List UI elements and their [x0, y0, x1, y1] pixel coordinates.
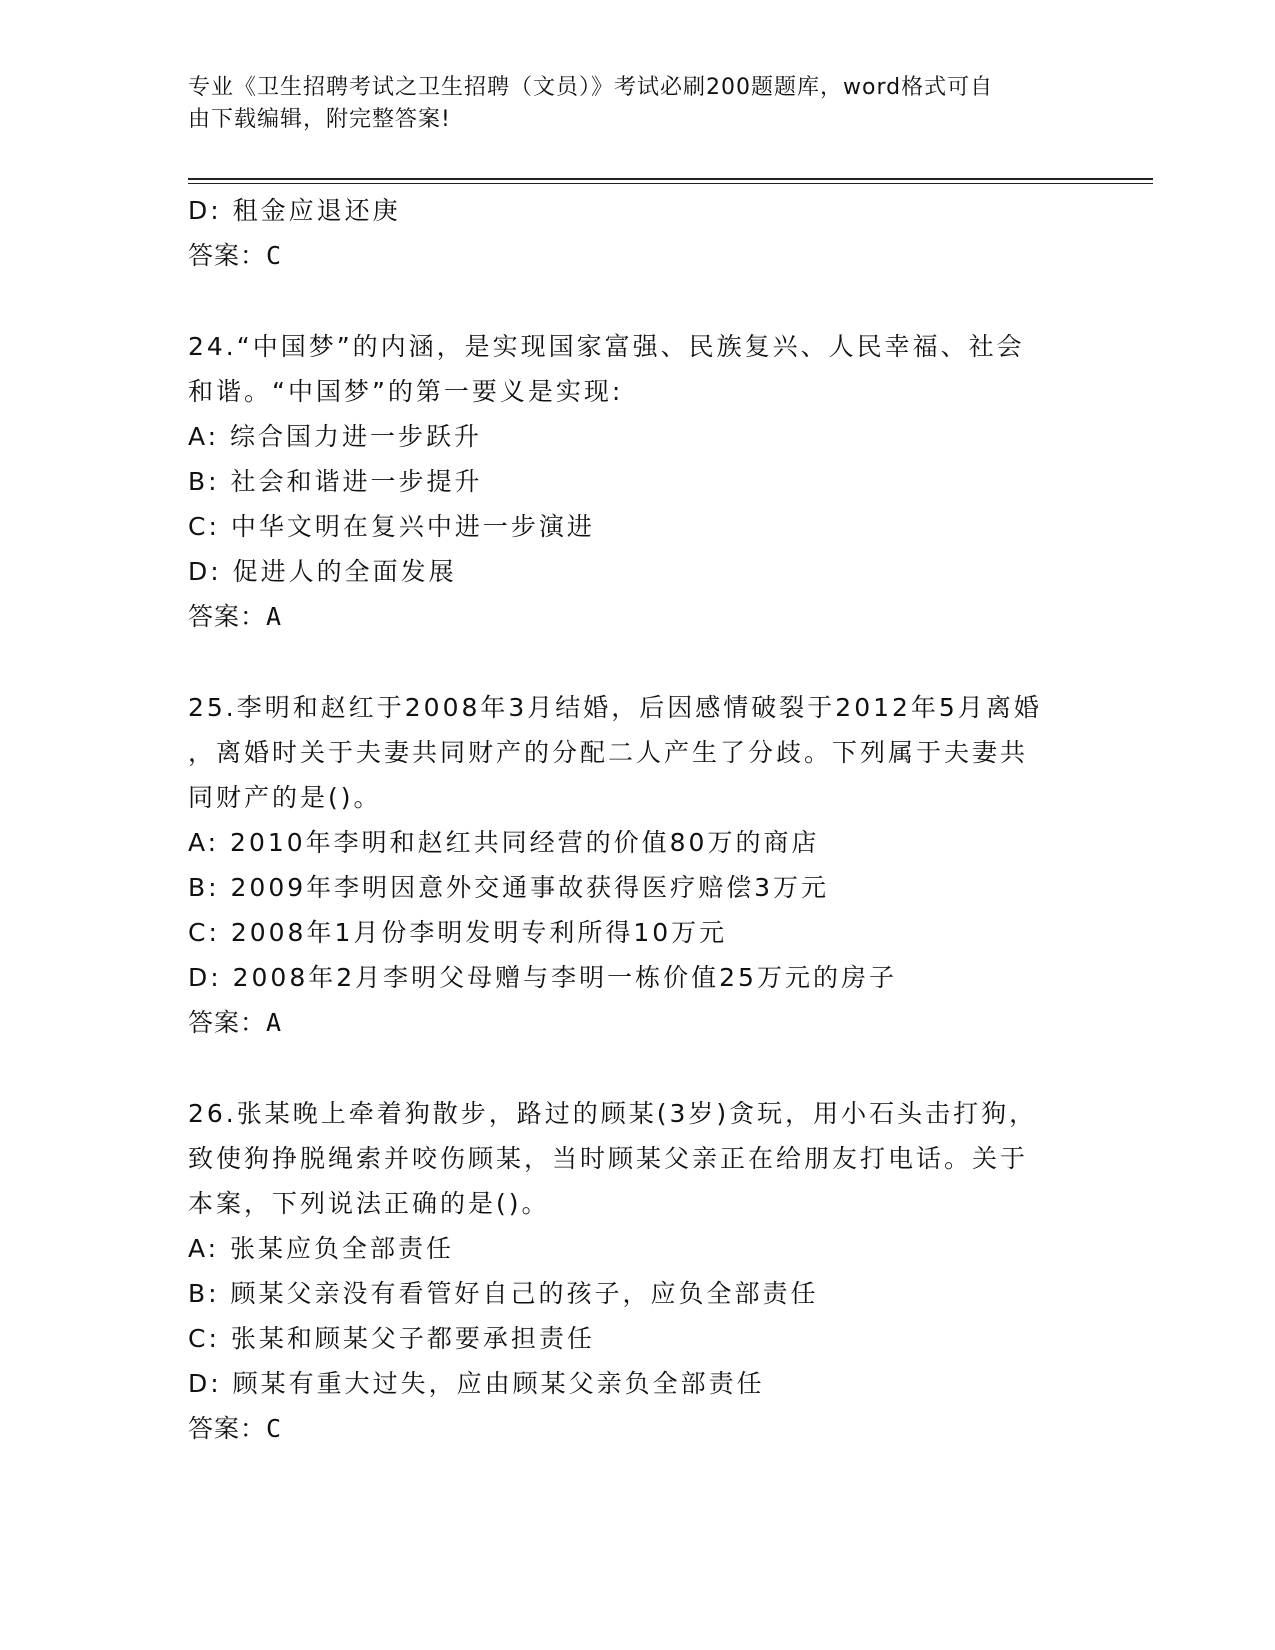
option-b: B: 顾某父亲没有看管好自己的孩子，应负全部责任	[188, 1279, 819, 1308]
option-a: A: 2010年李明和赵红共同经营的价值80万的商店	[188, 828, 820, 857]
prev-answer: 答案：C	[188, 241, 283, 270]
option-a: A: 张某应负全部责任	[188, 1234, 455, 1263]
prev-option-d: D: 租金应退还庚	[188, 196, 401, 225]
question-stem-line: 致使狗挣脱绳索并咬伤顾某，当时顾某父亲正在给朋友打电话。关于	[188, 1144, 1029, 1173]
question-content	[188, 188, 1088, 1451]
option-d: D: 促进人的全面发展	[188, 557, 457, 586]
option-d: D: 顾某有重大过失，应由顾某父亲负全部责任	[188, 1369, 765, 1398]
question-stem-line: 和谐。“中国梦”的第一要义是实现:	[188, 377, 624, 406]
header-divider-thin	[188, 183, 1153, 184]
question-stem-line: 同财产的是()。	[188, 783, 382, 812]
spacer	[188, 278, 1088, 324]
option-c: C: 中华文明在复兴中进一步演进	[188, 512, 595, 541]
question-25	[188, 685, 1088, 1045]
question-stem-line: 26.张某晚上牵着狗散步，路过的顾某(3岁)贪玩，用小石头击打狗，	[188, 1099, 1038, 1128]
option-b: B: 社会和谐进一步提升	[188, 467, 483, 496]
header-line-1: 专业《卫生招聘考试之卫生招聘（文员）》考试必刷200题题库，word格式可自	[188, 75, 994, 100]
question-stem-line: 24.“中国梦”的内涵，是实现国家富强、民族复兴、人民幸福、社会	[188, 332, 1025, 361]
question-24	[188, 324, 1088, 639]
answer: 答案：A	[188, 602, 283, 631]
spacer	[188, 639, 1088, 685]
document-header	[188, 72, 1068, 136]
option-a: A: 综合国力进一步跃升	[188, 422, 483, 451]
question-stem-line: 25.李明和赵红于2008年3月结婚，后因感情破裂于2012年5月离婚	[188, 693, 1042, 722]
question-26	[188, 1091, 1088, 1451]
option-c: C: 2008年1月份李明发明专利所得10万元	[188, 918, 728, 947]
answer: 答案：C	[188, 1414, 283, 1443]
spacer	[188, 1045, 1088, 1091]
question-stem-line: 本案，下列说法正确的是()。	[188, 1189, 550, 1218]
option-b: B: 2009年李明因意外交通事故获得医疗赔偿3万元	[188, 873, 830, 902]
option-d: D: 2008年2月李明父母赠与李明一栋价值25万元的房子	[188, 963, 897, 992]
question-stem-line: ，离婚时关于夫妻共同财产的分配二人产生了分歧。下列属于夫妻共	[188, 738, 1029, 767]
answer: 答案：A	[188, 1008, 283, 1037]
option-c: C: 张某和顾某父子都要承担责任	[188, 1324, 595, 1353]
header-divider-thick	[188, 178, 1153, 180]
header-line-2: 由下载编辑，附完整答案!	[188, 107, 451, 132]
